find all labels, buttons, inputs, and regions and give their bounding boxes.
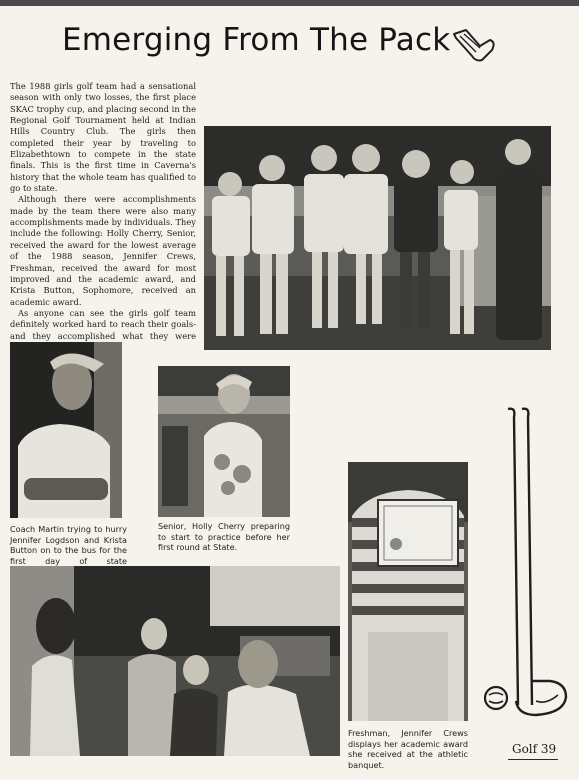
group-photo — [10, 566, 340, 756]
senior-photo-caption: Senior, Holly Cherry preparing to start to practice before her first round at State. — [158, 521, 290, 553]
article-paragraph: As anyone can see the girls golf team definitely worked hard to reach their goals-and they accomplished what they were — [10, 307, 196, 341]
coach-photo-caption: Coach Martin trying to hurry Jennifer Logdson and Krista Button on to the bus for the first day of state — [10, 524, 127, 567]
freshman-photo — [348, 462, 468, 721]
article-paragraph: The 1988 girls golf team had a sensational season with only two losses, the first place SKAC trophy cup, and placing second in the Regional Golf Tournament held at Indian Hills Country Club. The girls then completed their year by traveling to Elizabethtown to compete in the state finals. This is the first time in Caverna's history that the whole team has qualified to go to state. — [10, 81, 196, 194]
golf-glove-icon — [450, 26, 498, 64]
page-title: Emerging From The Pack — [62, 22, 451, 58]
page-folio: Golf 39 — [512, 742, 557, 756]
article-paragraph: Although there were accomplishments made by the team there were also many accomplishments made by individuals. They include the following: Holly Cherry, Senior, received the award for the lowest average of the 1988 season, Jennifer Crews, Freshman, received the award for most improved and the academic award, and Krista Button, Sophomore, received an academic award. — [10, 194, 196, 307]
team-photo — [204, 126, 551, 350]
freshman-photo-caption: Freshman, Jennifer Crews displays her academic award she received at the athletic banquet. — [348, 728, 468, 771]
folio-rule — [508, 759, 558, 760]
coach-photo — [10, 342, 122, 518]
top-border — [0, 0, 579, 6]
article-body — [10, 81, 196, 353]
golf-club-illustration — [478, 405, 570, 725]
senior-photo — [158, 366, 290, 517]
